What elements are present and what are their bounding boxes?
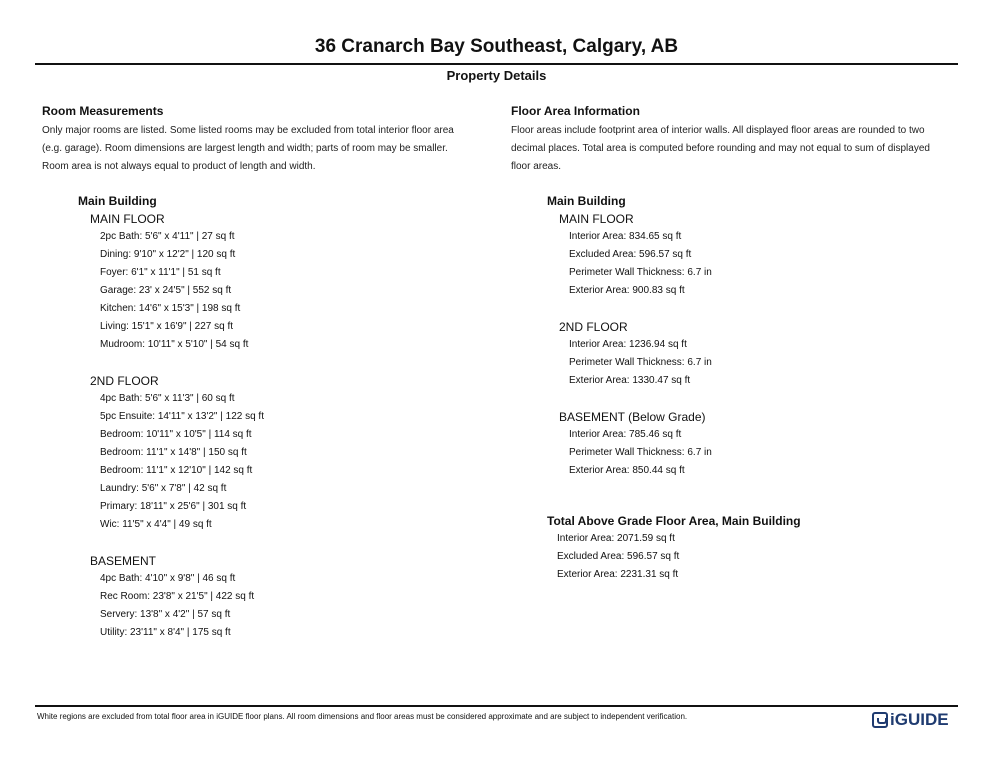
area-item: Perimeter Wall Thickness: 6.7 in [569,267,712,278]
room-item: 4pc Bath: 4'10" x 9'8" | 46 sq ft [100,573,236,584]
iguide-logo-text: iGUIDE [890,710,949,729]
iguide-logo-icon [872,712,888,728]
room-item: 2pc Bath: 5'6" x 4'11" | 27 sq ft [100,231,235,242]
area-item: Exterior Area: 1330.47 sq ft [569,375,691,386]
room-item: Bedroom: 11'1" x 14'8" | 150 sq ft [100,447,247,458]
area-item: Perimeter Wall Thickness: 6.7 in [569,357,712,368]
floor-area-section [511,104,963,176]
area-item: Perimeter Wall Thickness: 6.7 in [569,447,712,458]
page-title: 36 Cranarch Bay Southeast, Calgary, AB [314,36,679,57]
room-item: Bedroom: 10'11" x 10'5" | 114 sq ft [100,429,252,440]
header-divider [35,63,958,65]
footer-divider [35,705,958,707]
floor-title-2nd: 2ND FLOOR [90,374,159,388]
building-title: Main Building [78,194,157,208]
area-item: Excluded Area: 596.57 sq ft [569,249,692,260]
total-item: Interior Area: 2071.59 sq ft [557,533,675,544]
room-measurements-section [42,104,492,176]
iguide-logo [872,710,949,730]
area-item: Interior Area: 1236.94 sq ft [569,339,687,350]
room-item: Bedroom: 11'1" x 12'10" | 142 sq ft [100,465,253,476]
floor-title-basement: BASEMENT [90,554,157,568]
area-item: Interior Area: 785.46 sq ft [569,429,682,440]
room-measurements-description [42,122,492,176]
room-item: Servery: 13'8" x 4'2" | 57 sq ft [100,609,231,620]
room-item: Foyer: 6'1" x 11'1" | 51 sq ft [100,267,221,278]
description-line: Floor areas include footprint area of interior walls. All displayed floor areas are rounded to two [511,125,925,136]
floor-area-title: Floor Area Information [511,104,640,118]
room-item: Utility: 23'11" x 8'4" | 175 sq ft [100,627,231,638]
description-line: floor areas. [511,161,562,172]
room-item: Living: 15'1" x 16'9" | 227 sq ft [100,321,234,332]
total-title: Total Above Grade Floor Area, Main Building [547,514,801,528]
description-line: Only major rooms are listed. Some listed rooms may be excluded from total interior floor area [42,125,454,136]
room-item: Mudroom: 10'11" x 5'10" | 54 sq ft [100,339,249,350]
area-item: Interior Area: 834.65 sq ft [569,231,682,242]
description-line: decimal places. Total area is computed before rounding and may not equal to sum of displayed [511,143,930,154]
floor-title-basement: BASEMENT (Below Grade) [559,410,706,424]
room-item: 5pc Ensuite: 14'11" x 13'2" | 122 sq ft [100,411,264,422]
room-item: Dining: 9'10" x 12'2" | 120 sq ft [100,249,236,260]
room-item: Kitchen: 14'6" x 15'3" | 198 sq ft [100,303,241,314]
room-item: 4pc Bath: 5'6" x 11'3" | 60 sq ft [100,393,235,404]
room-item: Garage: 23' x 24'5" | 552 sq ft [100,285,232,296]
room-item: Laundry: 5'6" x 7'8" | 42 sq ft [100,483,227,494]
room-list [78,192,264,642]
description-line: Room area is not always equal to product of length and width. [42,161,316,172]
total-item: Excluded Area: 596.57 sq ft [557,551,680,562]
total-floor-area [547,512,801,584]
area-item: Exterior Area: 900.83 sq ft [569,285,685,296]
floor-title-2nd: 2ND FLOOR [559,320,628,334]
floor-area-description [511,122,963,176]
floor-area-list [547,192,712,480]
room-item: Primary: 18'11" x 25'6" | 301 sq ft [100,501,247,512]
description-line: (e.g. garage). Room dimensions are largest length and width; parts of room may be smaller. [42,143,448,154]
footer-disclaimer: White regions are excluded from total floor area in iGUIDE floor plans. All room dimensions and floor areas must be considered approximate and are subject to independent verification. [37,712,688,721]
room-measurements-title: Room Measurements [42,104,164,118]
page-subtitle: Property Details [446,68,547,83]
floor-title-main: MAIN FLOOR [90,212,165,226]
floor-title-main: MAIN FLOOR [559,212,634,226]
area-item: Exterior Area: 850.44 sq ft [569,465,685,476]
room-item: Wic: 11'5" x 4'4" | 49 sq ft [100,519,212,530]
room-item: Rec Room: 23'8" x 21'5" | 422 sq ft [100,591,255,602]
building-title: Main Building [547,194,626,208]
total-item: Exterior Area: 2231.31 sq ft [557,569,679,580]
